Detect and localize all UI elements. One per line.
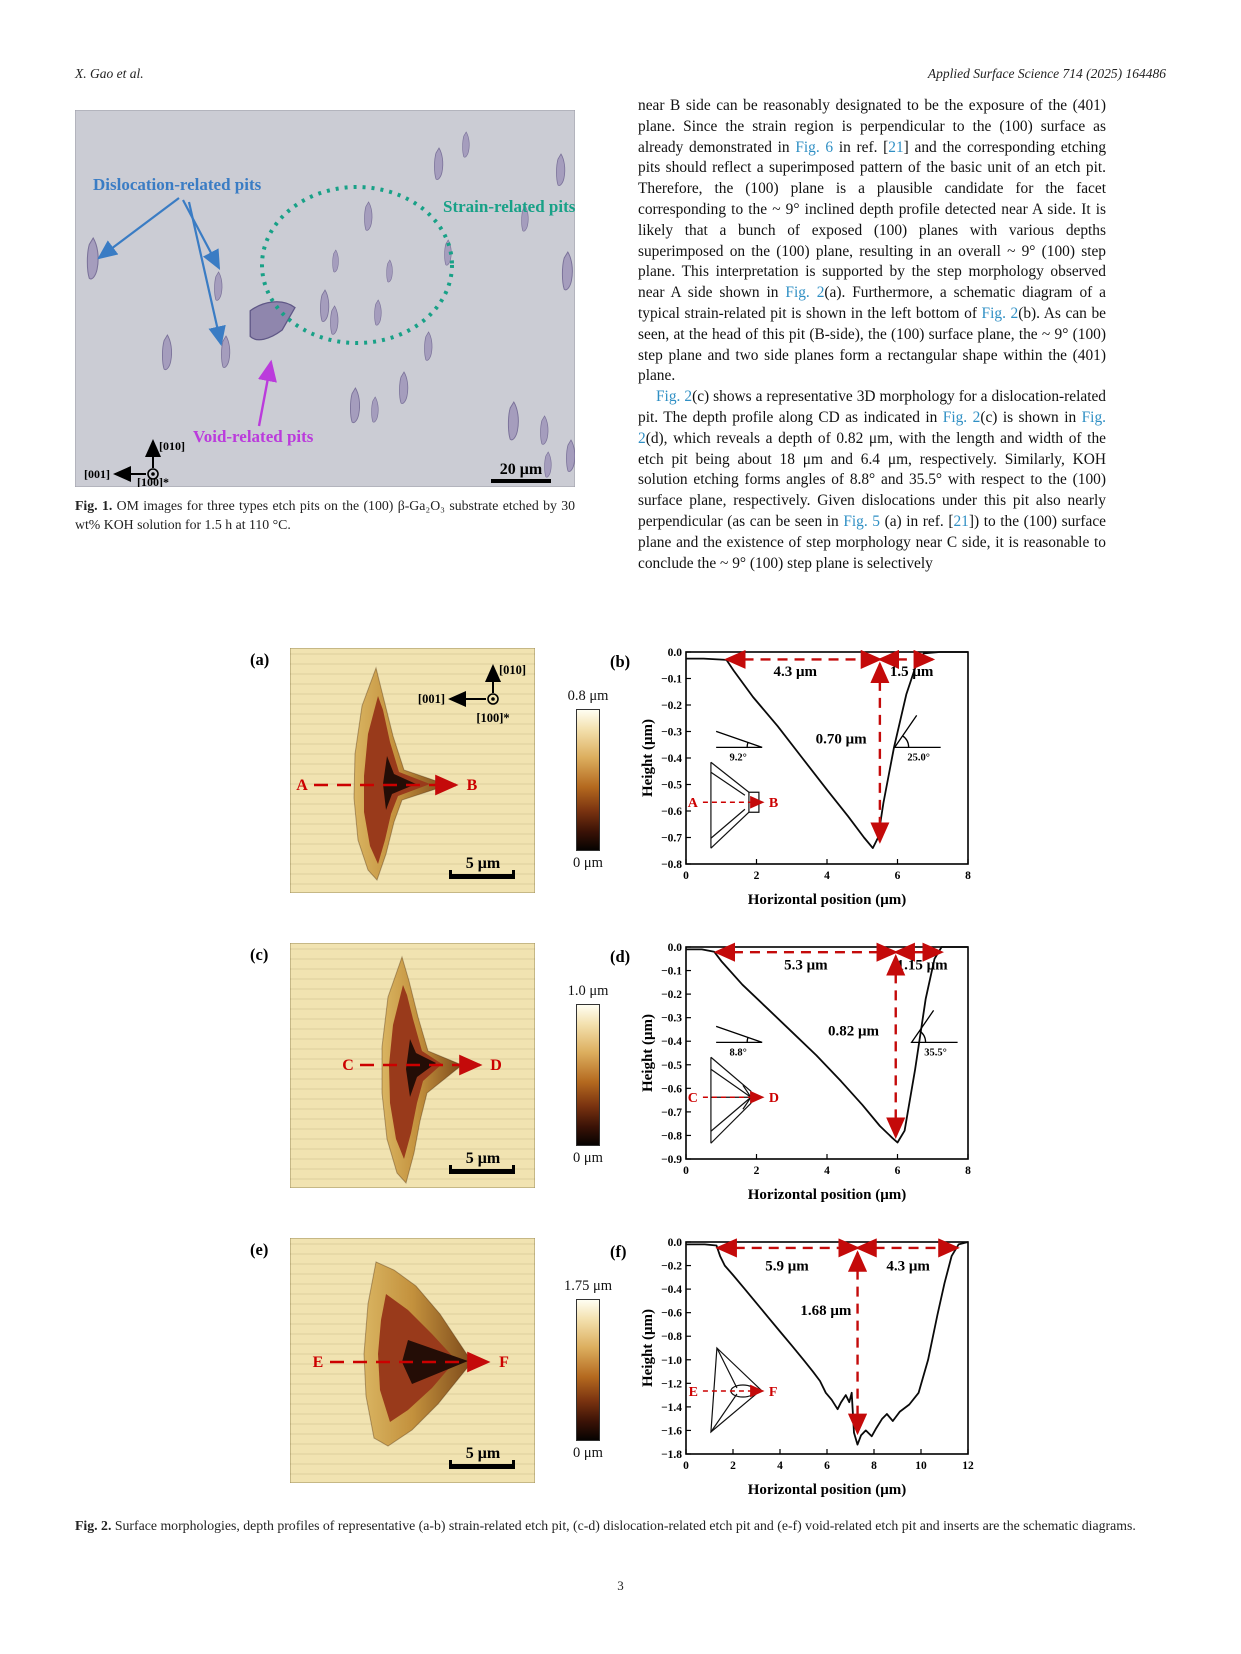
y-tick-label: −0.4 <box>661 1284 682 1297</box>
colorbar-e-max-label: 1.75 μm <box>563 1278 613 1294</box>
x-tick-label: 2 <box>730 1460 736 1472</box>
colorbar-e-gradient <box>576 1299 600 1441</box>
scale-bar-label: 5 μm <box>465 1445 501 1462</box>
y-tick-label: −0.1 <box>661 965 682 978</box>
figure-reference-link[interactable]: Fig. 2 <box>942 408 981 426</box>
angle-label: 35.5° <box>924 1047 947 1059</box>
figure2-panel-e-afm-image <box>290 1238 535 1483</box>
axis-001-label: [001] <box>84 467 110 481</box>
angle-label: 25.0° <box>907 752 930 764</box>
x-tick-label: 8 <box>871 1460 877 1472</box>
x-tick-label: 0 <box>683 1165 689 1177</box>
colorbar-c-max-label: 1.0 μm <box>567 983 609 999</box>
x-tick-label: 12 <box>962 1460 974 1472</box>
header-author: X. Gao et al. <box>75 66 144 81</box>
dislocation-pits-label: Dislocation-related pits <box>93 175 262 194</box>
x-tick-label: 8 <box>965 1165 971 1177</box>
y-axis-label: Height (μm) <box>640 1013 656 1093</box>
figure2-caption <box>75 1516 1167 1535</box>
y-tick-label: −0.6 <box>661 1083 682 1096</box>
y-tick-label: −0.2 <box>661 1260 682 1273</box>
figure-reference-link[interactable]: Fig. 2 <box>638 408 1107 447</box>
profile-start-label: E <box>312 1354 324 1371</box>
y-tick-label: −0.2 <box>661 700 682 712</box>
y-tick-label: 0.0 <box>667 647 682 659</box>
width-annotation-label: 1.15 μm <box>896 957 948 974</box>
angle-label: 8.8° <box>729 1047 747 1059</box>
figure2-panel-a-afm-image <box>290 648 535 893</box>
y-tick-label: −0.8 <box>661 1331 682 1344</box>
figure2-panel-c-afm-image <box>290 943 535 1188</box>
y-tick-label: −0.5 <box>661 779 682 792</box>
colorbar-c-gradient <box>576 1004 600 1146</box>
x-tick-label: 6 <box>894 1165 901 1177</box>
y-tick-label: −0.8 <box>661 1130 682 1143</box>
scale-bar-label: 20 μm <box>499 461 543 478</box>
figure-reference-link[interactable]: Fig. 6 <box>795 138 834 156</box>
x-tick-label: 4 <box>824 1165 830 1177</box>
body-text: (d), which reveals a depth of 0.82 μm, with the length and width of the etch pit being about 18 μm and 6.4 μm, respectively. Similarly, KOH solution etching forms angles of 8.8° and 35.5° with respect to the (100) surface plane, respectively. Given dislocations under this pit also nearly perpendicular (as can be seen in <box>638 429 1106 530</box>
inset-end-label: D <box>768 1091 780 1107</box>
figure-reference-link[interactable]: Fig. 5 <box>843 512 880 530</box>
figure2-panel-f-depth-profile-chart <box>640 1228 980 1500</box>
profile-end-label: F <box>499 1354 509 1371</box>
inset-start-label: C <box>687 1091 698 1107</box>
profile-start-label: C <box>342 1057 354 1074</box>
y-tick-label: −1.6 <box>661 1425 682 1438</box>
colorbar-a-min-label: 0 μm <box>573 855 603 871</box>
y-tick-label: −0.4 <box>661 1036 682 1049</box>
x-axis-label: Horizontal position (μm) <box>747 1187 907 1203</box>
panel-label-b: (b) <box>610 652 631 671</box>
strain-pits-label: Strain-related pits <box>443 197 575 216</box>
y-tick-label: −1.8 <box>661 1449 682 1461</box>
panel-label-f: (f) <box>610 1242 627 1261</box>
panel-label-c: (c) <box>250 945 269 964</box>
body-text: near B side can be reasonably designated to be the exposure of the (401) plane. Since the strain region is perpendicular to the (100) surface as already demonstrated in <box>638 97 1106 156</box>
colorbar-c-min-label: 0 μm <box>573 1150 603 1166</box>
scale-bar <box>491 479 551 483</box>
y-tick-label: −0.6 <box>661 806 682 818</box>
body-text: ]) to the (100) surface plane and the existence of step morphology near C side, it is reasonable to conclude the ~ 9° (100) step plane is selectively <box>638 512 1107 572</box>
y-tick-label: −1.2 <box>661 1378 682 1391</box>
width-annotation-label: 5.9 μm <box>765 1258 809 1275</box>
body-text: in ref. [ <box>833 138 889 156</box>
figure-reference-link[interactable]: 21 <box>888 138 904 156</box>
body-text: (b). As can be seen, at the head of this pit (B-side), the (100) surface plane, the ~ 9° (100) step plane and two side planes form a rectangular shape within the (401) plane. <box>638 304 1106 385</box>
colorbar-a <box>545 688 631 872</box>
figure1-caption-text: OM images for three types etch pits on the (100) β-Ga₂O₃ substrate etched by 30 wt% KOH solution for 1.5 h at 110 °C. <box>75 498 576 533</box>
y-tick-label: −0.2 <box>661 989 682 1002</box>
header-journal: Applied Surface Science 714 (2025) 164486 <box>927 66 1166 81</box>
x-tick-label: 2 <box>753 870 760 882</box>
figure-reference-link[interactable]: Fig. 2 <box>785 284 825 302</box>
body-text-column <box>638 96 1106 574</box>
axis-100-label: [100]* <box>137 475 169 487</box>
angle-label: 9.2° <box>729 752 747 764</box>
scale-bar <box>449 874 515 879</box>
depth-annotation-label: 0.82 μm <box>827 1023 879 1040</box>
body-text: (a) in ref. [ <box>879 512 954 530</box>
inset-end-label: F <box>768 1385 778 1400</box>
profile-end-label: B <box>466 777 478 794</box>
body-text: (c) is shown in <box>980 408 1082 426</box>
y-tick-label: −1.4 <box>661 1401 682 1414</box>
axis-010-label: [010] <box>159 439 185 453</box>
y-tick-label: 0.0 <box>667 942 682 954</box>
profile-start-label: A <box>296 777 308 794</box>
x-tick-label: 2 <box>753 1165 760 1177</box>
width-annotation-label: 4.3 μm <box>886 1258 930 1275</box>
figure2-panel-b-depth-profile-chart <box>640 638 980 910</box>
y-tick-label: −1.0 <box>661 1354 682 1367</box>
axis-100-label: [100]* <box>476 711 510 725</box>
y-tick-label: −0.6 <box>661 1307 682 1320</box>
figure1-caption-label: Fig. 1. <box>75 498 113 513</box>
panel-label-d: (d) <box>610 947 631 966</box>
figure1-caption <box>75 496 575 534</box>
figure2-panel-d-depth-profile-chart <box>640 933 980 1205</box>
figure-reference-link[interactable]: 21 <box>953 512 969 530</box>
width-annotation-label: 5.3 μm <box>784 957 828 974</box>
y-tick-label: −0.4 <box>661 753 682 765</box>
x-tick-label: 4 <box>777 1460 783 1472</box>
figure2-caption-label: Fig. 2. <box>75 1518 112 1533</box>
colorbar-a-max-label: 0.8 μm <box>567 688 609 704</box>
body-paragraph <box>638 96 1106 387</box>
colorbar-c <box>545 983 631 1167</box>
x-tick-label: 4 <box>824 870 830 882</box>
figure-reference-link[interactable]: Fig. 2 <box>981 304 1019 322</box>
y-tick-label: −0.8 <box>661 859 682 871</box>
x-tick-label: 0 <box>683 1460 689 1472</box>
inset-start-label: E <box>688 1385 698 1400</box>
y-tick-label: −0.1 <box>661 673 682 686</box>
panel-label-e: (e) <box>250 1240 269 1259</box>
width-annotation-label: 4.3 μm <box>773 663 818 680</box>
axis-001-label: [001] <box>417 692 445 706</box>
figure-reference-link[interactable]: Fig. 2 <box>656 388 693 406</box>
y-tick-label: −0.9 <box>661 1154 682 1166</box>
y-axis-label: Height (μm) <box>640 718 656 798</box>
figure2-caption-text: Surface morphologies, depth profiles of representative (a-b) strain-related etch pit, (c-d) dislocation-related etch pit and (e-f) void-related etch pit and inserts are the schematic diagrams. <box>114 1518 1136 1533</box>
x-tick-label: 0 <box>683 870 689 882</box>
depth-annotation-label: 1.68 μm <box>800 1303 852 1320</box>
x-tick-label: 10 <box>915 1460 927 1472</box>
y-tick-label: −0.3 <box>661 726 682 739</box>
y-tick-label: −0.3 <box>661 1012 682 1025</box>
scale-bar-label: 5 μm <box>465 855 501 872</box>
depth-annotation-label: 0.70 μm <box>815 731 867 748</box>
profile-end-label: D <box>490 1057 502 1074</box>
panel-label-a: (a) <box>250 650 270 669</box>
figure1-om-image <box>75 110 575 487</box>
y-axis-label: Height (μm) <box>640 1308 656 1388</box>
axis-010-label: [010] <box>499 663 527 677</box>
body-text: (a). Furthermore, a schematic diagram of a typical strain-related pit is shown in the left bottom of <box>638 284 1106 322</box>
body-text: ] and the corresponding etching pits should reflect a superimposed pattern of the basic unit of an etch pit. Therefore, the (100) plane is a plausible candidate for the facet corresponding to the ~ 9° inclined depth profile detected near A side. It is likely that a bunch of exposed (100) planes with various depths superimposed on the (100) plane, resulting in an overall ~ 9° (100) step plane. This interpretation is supported by the step morphology observed near A side shown in <box>638 138 1107 302</box>
x-tick-label: 6 <box>824 1460 830 1472</box>
colorbar-e-min-label: 0 μm <box>573 1445 603 1461</box>
y-tick-label: −0.7 <box>661 1106 682 1119</box>
colorbar-e <box>545 1278 631 1462</box>
x-axis-label: Horizontal position (μm) <box>747 1482 907 1498</box>
inset-end-label: B <box>768 796 779 812</box>
scale-bar <box>449 1464 515 1469</box>
void-pits-label: Void-related pits <box>193 427 314 446</box>
scale-bar-label: 5 μm <box>465 1150 501 1167</box>
y-tick-label: −0.7 <box>661 832 682 845</box>
page-number: 3 <box>617 1578 624 1593</box>
y-tick-label: −0.5 <box>661 1059 682 1072</box>
x-tick-label: 6 <box>894 870 901 882</box>
scale-bar <box>449 1169 515 1174</box>
colorbar-a-gradient <box>576 709 600 851</box>
body-paragraph <box>638 387 1106 574</box>
width-annotation-label: 1.5 μm <box>889 663 934 680</box>
body-text: (c) shows a representative 3D morphology for a dislocation-related pit. The depth profile along CD as indicated in <box>638 388 1107 426</box>
y-tick-label: 0.0 <box>667 1237 682 1249</box>
x-tick-label: 8 <box>965 870 971 882</box>
inset-start-label: A <box>687 796 698 812</box>
x-axis-label: Horizontal position (μm) <box>747 892 907 908</box>
